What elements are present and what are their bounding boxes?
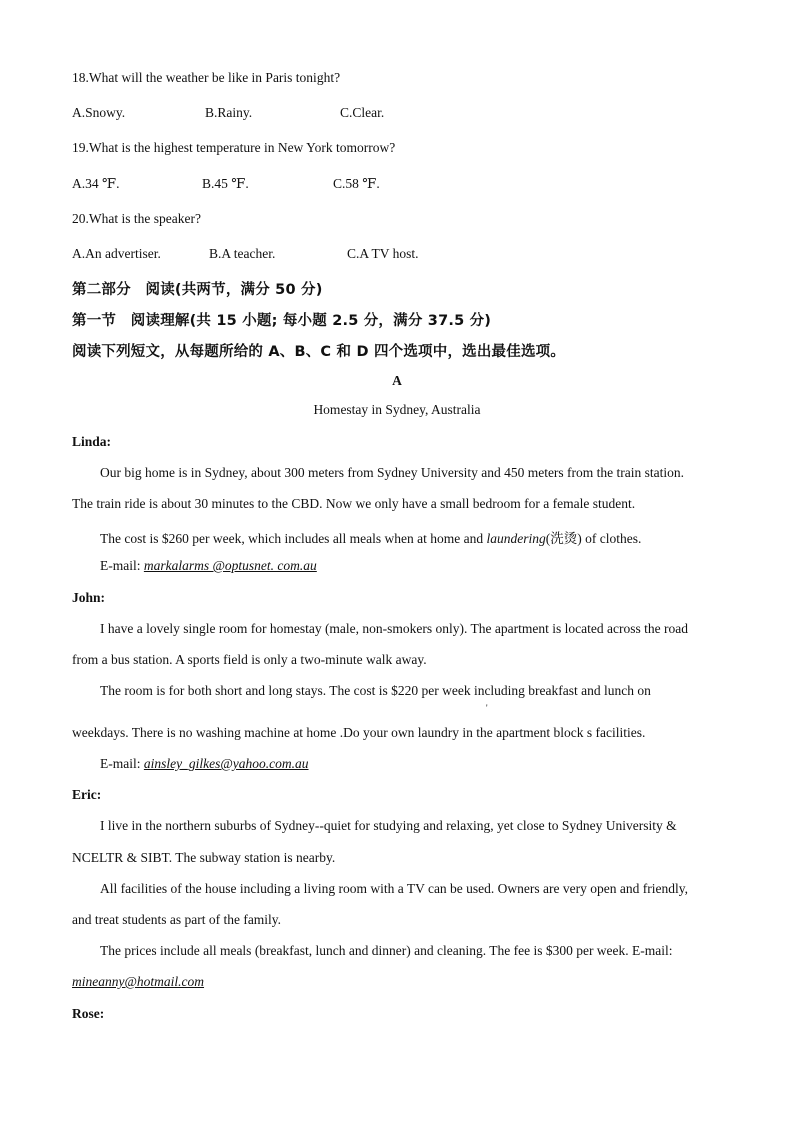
question-18-option-c: C.Clear. (340, 105, 385, 120)
linda-paragraph-2 (100, 527, 641, 547)
linda-email-line (100, 558, 317, 574)
question-20-stem: 20.What is the speaker? (72, 211, 201, 226)
linda-paragraph-1-line-2: The train ride is about 30 minutes to the CBD. Now we only have a small bedroom for a female student. (72, 496, 636, 511)
stray-mark: ' (486, 703, 488, 713)
eric-paragraph-2-line-2: and treat students as part of the family. (72, 912, 282, 927)
email-label: E-mail: (100, 756, 144, 771)
linda-email-link[interactable]: markalarms @optusnet. com.au (143, 558, 317, 573)
eric-paragraph-1-line-1: I live in the northern suburbs of Sydney--quiet for studying and relaxing, yet close to Sydney University & (100, 818, 677, 833)
question-18-option-b: B.Rainy. (205, 105, 253, 120)
john-paragraph-2-line-2: weekdays. There is no washing machine at home .Do your own laundry in the apartment block s facilities. (72, 725, 646, 740)
linda-cost-text: The cost is $260 per week, which includes all meals when at home and (100, 531, 487, 546)
john-email-link[interactable]: ainsley_gilkes@yahoo.com.au (143, 756, 309, 771)
section-header-section-one: 第一节 阅读理解(共 15 小题; 每小题 2.5 分，满分 37.5 分) (72, 313, 492, 329)
question-19-option-c: C.58 ℉. (333, 176, 380, 191)
section-instructions: 阅读下列短文，从每题所给的 A、B、C 和 D 四个选项中，选出最佳选项。 (72, 344, 566, 360)
question-18-stem: 18.What will the weather be like in Paris tonight? (72, 70, 341, 85)
eric-email-line (72, 974, 204, 990)
section-header-part-two: 第二部分 阅读(共两节，满分 50 分) (72, 282, 323, 298)
laundering-term: laundering (486, 531, 546, 546)
john-paragraph-1-line-2: from a bus station. A sports field is only a two-minute walk away. (72, 652, 427, 667)
eric-name: Eric: (72, 787, 102, 802)
question-20-option-c: C.A TV host. (347, 246, 419, 261)
question-19-option-a: A.34 ℉. (72, 176, 120, 191)
john-name: John: (72, 590, 106, 605)
question-18-option-a: A.Snowy. (72, 105, 126, 120)
question-20-option-b: B.A teacher. (209, 246, 276, 261)
email-label: E-mail: (100, 558, 144, 573)
linda-cost-gloss: (洗烫) of clothes. (545, 531, 642, 546)
eric-email-link[interactable]: mineanny@hotmail.com (72, 974, 205, 989)
john-paragraph-1-line-1: I have a lovely single room for homestay (male, non-smokers only). The apartment is located across the road (100, 621, 688, 636)
question-19-option-b: B.45 ℉. (202, 176, 249, 191)
eric-paragraph-1-line-2: NCELTR & SIBT. The subway station is nearby. (72, 850, 336, 865)
question-20-option-a: A.An advertiser. (72, 246, 161, 261)
linda-paragraph-1-line-1: Our big home is in Sydney, about 300 meters from Sydney University and 450 meters from the train station. (100, 465, 685, 480)
linda-name: Linda: (72, 434, 112, 449)
eric-paragraph-2-line-1: All facilities of the house including a living room with a TV can be used. Owners are very open and friendly, (100, 881, 688, 896)
john-paragraph-2-line-1: The room is for both short and long stays. The cost is $220 per week including breakfast and lunch on (100, 683, 651, 698)
question-19-stem: 19.What is the highest temperature in New York tomorrow? (72, 140, 396, 155)
eric-paragraph-3-line-1: The prices include all meals (breakfast, lunch and dinner) and cleaning. The fee is $300 per week. E-mail: (100, 943, 673, 958)
rose-name: Rose: (72, 1006, 105, 1021)
john-email-line (100, 756, 309, 772)
passage-title: Homestay in Sydney, Australia (313, 402, 481, 417)
passage-label: A (392, 373, 402, 388)
